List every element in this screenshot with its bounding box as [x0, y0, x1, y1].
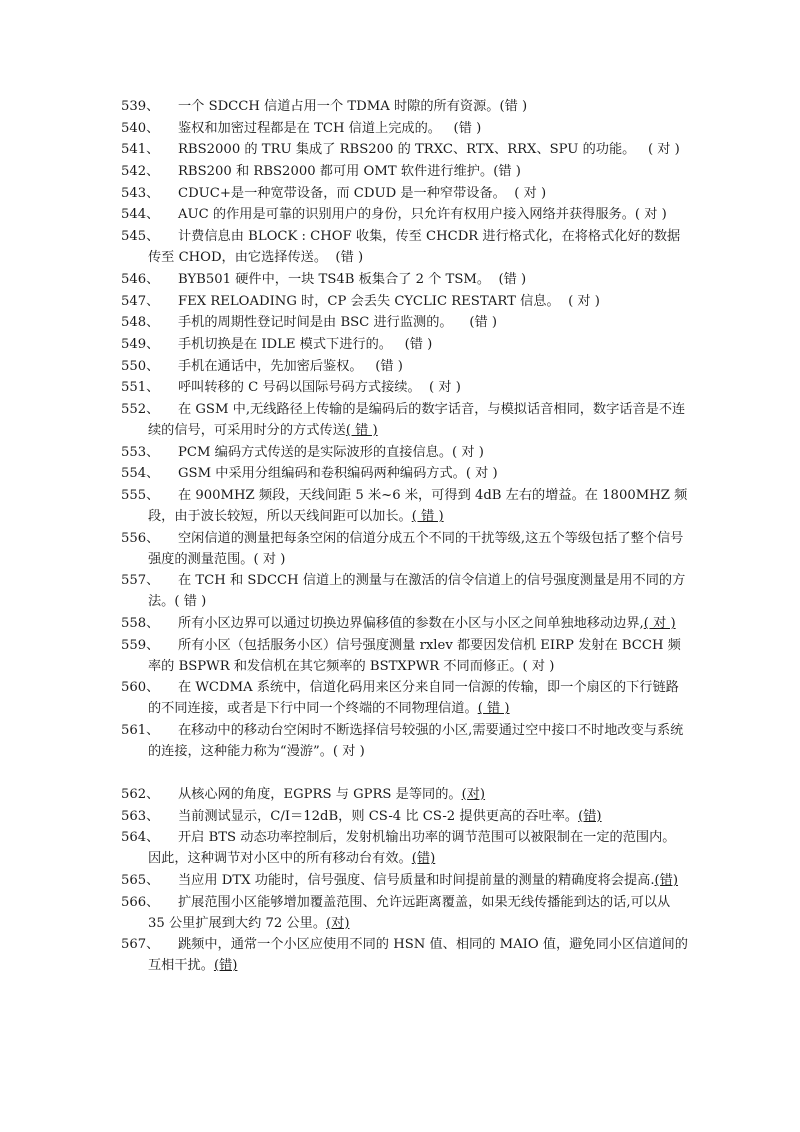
question-number: 549、: [121, 336, 160, 352]
question-text: AUC 的作用是可靠的识别用户的身份，只允许有权用户接入网络并获得服务。: [178, 207, 635, 223]
question-number: 548、: [121, 315, 160, 331]
question-body: [148, 720, 688, 762]
question-body: [178, 291, 688, 312]
answer-mark: (错 ): [327, 250, 364, 266]
question-number: 555、: [121, 488, 160, 503]
answer-mark: (错 ): [490, 271, 527, 287]
question-item: [0, 677, 800, 719]
answer-mark: ( 错 ): [411, 509, 444, 524]
question-body: [178, 161, 688, 182]
question-number: 551、: [121, 380, 160, 396]
question-text: 在 GSM 中,无线路径上传输的是编码后的数字话音，与模拟话音相同，数字话音是不连续的信号，可采用时分的方式传送: [148, 401, 686, 438]
question-text: 在 900MHZ 频段，天线间距 5 米~6 米，可得到 4dB 左右的增益。在 1800MHZ 频段，由于波长较短，所以天线间距可以加长。: [148, 488, 688, 524]
question-number: 546、: [121, 271, 160, 287]
question-number: 550、: [121, 358, 160, 374]
question-item: [0, 269, 800, 290]
question-body: [178, 269, 688, 290]
question-text: 在移动中的移动台空闲时不断选择信号较强的小区,需要通过空中接口不时地改变与系统的连接，这种能力称为“漫游”。: [148, 723, 684, 760]
answer-mark: ( 对 ): [559, 293, 600, 309]
question-number: 557、: [121, 573, 160, 589]
question-body: [178, 784, 688, 805]
answer-mark: (错 ): [499, 99, 528, 114]
question-item: [0, 528, 800, 570]
question-number: 567、: [121, 937, 160, 953]
answer-mark: (错): [578, 808, 602, 824]
question-list: [0, 96, 800, 977]
section-gap: [0, 763, 800, 784]
question-text: 呼叫转移的 C 号码以国际号码方式接续。: [178, 380, 421, 396]
answer-mark: ( 错 ): [174, 594, 207, 610]
question-item: [0, 613, 800, 634]
question-text: BYB501 硬件中，一块 TS4B 板集合了 2 个 TSM。: [178, 271, 491, 287]
question-item: [0, 870, 800, 891]
question-item: [0, 161, 800, 182]
question-text: 所有小区（包括服务小区）信号强度测量 rxlev 都要因发信机 EIRP 发射在 BCCH 频率的 BSPWR 和发信机在其它频率的 BSTXPWR 不同而修正。: [148, 637, 681, 674]
question-item: [0, 183, 800, 204]
question-body: [178, 806, 688, 827]
answer-mark: ( 对 ): [465, 466, 498, 482]
question-body: [148, 613, 688, 634]
question-number: 539、: [121, 99, 160, 114]
question-number: 561、: [121, 723, 160, 739]
question-text: 扩展范围小区能够增加覆盖范围、允许远距离覆盖，如果无线传播能到达的话,可以从 35 公里扩展到大约 72 公里。: [148, 894, 671, 931]
answer-mark: ( 错 ): [477, 701, 510, 717]
question-text: 跳频中，通常一个小区应使用不同的 HSN 值、相同的 MAIO 值，避免同小区信道间的互相干扰。: [148, 937, 688, 974]
question-body: [178, 118, 688, 139]
question-item: [0, 291, 800, 312]
question-body: [178, 442, 688, 463]
question-item: [0, 399, 800, 441]
question-item: [0, 485, 800, 527]
answer-mark: (错 ): [362, 358, 403, 374]
question-text: FEX RELOADING 时，CP 会丢失 CYCLIC RESTART 信息。: [178, 293, 560, 309]
answer-mark: ( 对 ): [253, 551, 286, 567]
question-text: 从核心网的角度，EGPRS 与 GPRS 是等同的。: [178, 786, 462, 802]
answer-mark: ( 错 ): [345, 422, 378, 438]
question-text: 当前测试显示，C/I＝12dB，则 CS-4 比 CS-2 提供更高的吞吐率。: [178, 808, 579, 824]
question-body: [178, 312, 688, 333]
question-body: [148, 399, 688, 441]
question-number: 544、: [121, 207, 160, 223]
question-text: 所有小区边界可以通过切换边界偏移值的参数在小区与小区之间单独地移动边界,: [178, 616, 644, 632]
question-item: [0, 96, 800, 117]
question-text: PCM 编码方式传送的是实际波形的直接信息。: [178, 444, 453, 460]
answer-mark: (错): [654, 872, 679, 888]
question-body: [148, 892, 688, 934]
answer-mark: ( 对 ): [505, 185, 547, 201]
question-number: 542、: [121, 164, 160, 180]
answer-mark: ( 对 ): [452, 444, 484, 460]
question-body: [148, 827, 688, 869]
question-body: [148, 635, 688, 677]
question-number: 547、: [121, 293, 160, 309]
question-text: 鉴权和加密过程都是在 TCH 信道上完成的。: [178, 120, 441, 136]
question-item: [0, 334, 800, 355]
question-item: [0, 312, 800, 333]
question-item: [0, 139, 800, 160]
question-item: [0, 118, 800, 139]
question-item: [0, 635, 800, 677]
question-number: 545、: [121, 229, 160, 245]
question-text: 手机在通话中，先加密后鉴权。: [178, 358, 363, 374]
question-item: [0, 827, 800, 869]
question-item: [0, 892, 800, 934]
question-number: 556、: [121, 530, 160, 546]
question-number: 562、: [121, 786, 160, 802]
question-text: 一个 SDCCH 信道占用一个 TDMA 时隙的所有资源。: [178, 99, 500, 114]
answer-mark: (错 ): [392, 336, 433, 352]
answer-mark: ( 对 ): [332, 744, 365, 760]
question-body: [148, 677, 688, 719]
question-body: [148, 528, 688, 570]
answer-mark: ( 对 ): [420, 380, 461, 396]
answer-mark: (对): [326, 915, 350, 931]
question-item: [0, 784, 800, 805]
question-item: [0, 720, 800, 762]
question-number: 560、: [121, 680, 160, 696]
question-number: 540、: [121, 120, 160, 136]
answer-mark: ( 对 ): [634, 207, 667, 223]
question-number: 554、: [121, 466, 160, 482]
answer-mark: (错): [411, 851, 436, 867]
question-body: [178, 96, 688, 117]
answer-mark: (错 ): [452, 315, 498, 331]
question-body: [148, 485, 688, 527]
answer-mark: (对): [461, 786, 486, 802]
answer-mark: (错 ): [493, 164, 521, 180]
question-item: [0, 204, 800, 225]
question-number: 564、: [121, 830, 160, 846]
question-number: 541、: [121, 142, 160, 158]
answer-mark: ( 对 ): [635, 142, 680, 158]
question-body: [178, 139, 688, 160]
question-body: [148, 934, 688, 976]
question-body: [178, 334, 688, 355]
answer-mark: ( 对 ): [522, 658, 555, 674]
question-text: 手机切换是在 IDLE 模式下进行的。: [178, 336, 392, 352]
question-item: [0, 442, 800, 463]
question-item: [0, 806, 800, 827]
question-number: 558、: [121, 616, 160, 632]
question-text: 计费信息由 BLOCK : CHOF 收集，传至 CHCDR 进行格式化，在将格式化好的数据传至 CHOD，由它选择传送。: [148, 229, 681, 266]
question-text: RBS200 和 RBS2000 都可用 OMT 软件进行维护。: [178, 164, 494, 180]
question-item: [0, 463, 800, 484]
question-text: 空闲信道的测量把每条空闲的信道分成五个不同的干扰等级,这五个等级包括了整个信号强度的测量范围。: [148, 530, 684, 567]
question-body: [148, 204, 688, 225]
question-item: [0, 226, 800, 268]
question-text: 在 WCDMA 系统中，信道化码用来区分来自同一信源的传输，即一个扇区的下行链路的不同连接，或者是下行中同一个终端的不同物理信道。: [148, 680, 679, 717]
answer-mark: (错 ): [440, 120, 482, 136]
question-body: [148, 226, 688, 268]
question-item: [0, 377, 800, 398]
answer-mark: (错): [213, 958, 238, 974]
question-text: RBS2000 的 TRU 集成了 RBS200 的 TRXC、RTX、RRX、SPU 的功能。: [178, 142, 636, 158]
answer-mark: ( 对 ): [643, 616, 676, 632]
question-number: 563、: [121, 808, 160, 824]
question-number: 543、: [121, 185, 160, 201]
question-text: 手机的周期性登记时间是由 BSC 进行监测的。: [178, 315, 453, 331]
question-body: [148, 870, 688, 891]
question-body: [148, 570, 688, 612]
question-text: CDUC+是一种宽带设备，而 CDUD 是一种窄带设备。: [178, 185, 506, 201]
question-text: GSM 中采用分组编码和卷积编码两种编码方式。: [178, 466, 466, 482]
question-item: [0, 934, 800, 976]
question-number: 566、: [121, 894, 160, 910]
question-text: 在 TCH 和 SDCCH 信道上的测量与在激活的信令信道上的信号强度测量是用不同的方法。: [148, 573, 686, 610]
question-item: [0, 570, 800, 612]
question-number: 565、: [121, 872, 160, 888]
question-text: 当应用 DTX 功能时，信号强度、信号质量和时间提前量的测量的精确度将会提高.: [178, 872, 655, 888]
question-body: [178, 377, 688, 398]
question-number: 552、: [121, 401, 160, 417]
question-item: [0, 356, 800, 377]
question-body: [178, 356, 688, 377]
question-number: 559、: [121, 637, 160, 653]
question-number: 553、: [121, 444, 160, 460]
question-body: [178, 463, 688, 484]
question-text: 开启 BTS 动态功率控制后，发射机输出功率的调节范围可以被限制在一定的范围内。因此，这种调节对小区中的所有移动台有效。: [148, 830, 676, 867]
question-body: [178, 183, 688, 204]
